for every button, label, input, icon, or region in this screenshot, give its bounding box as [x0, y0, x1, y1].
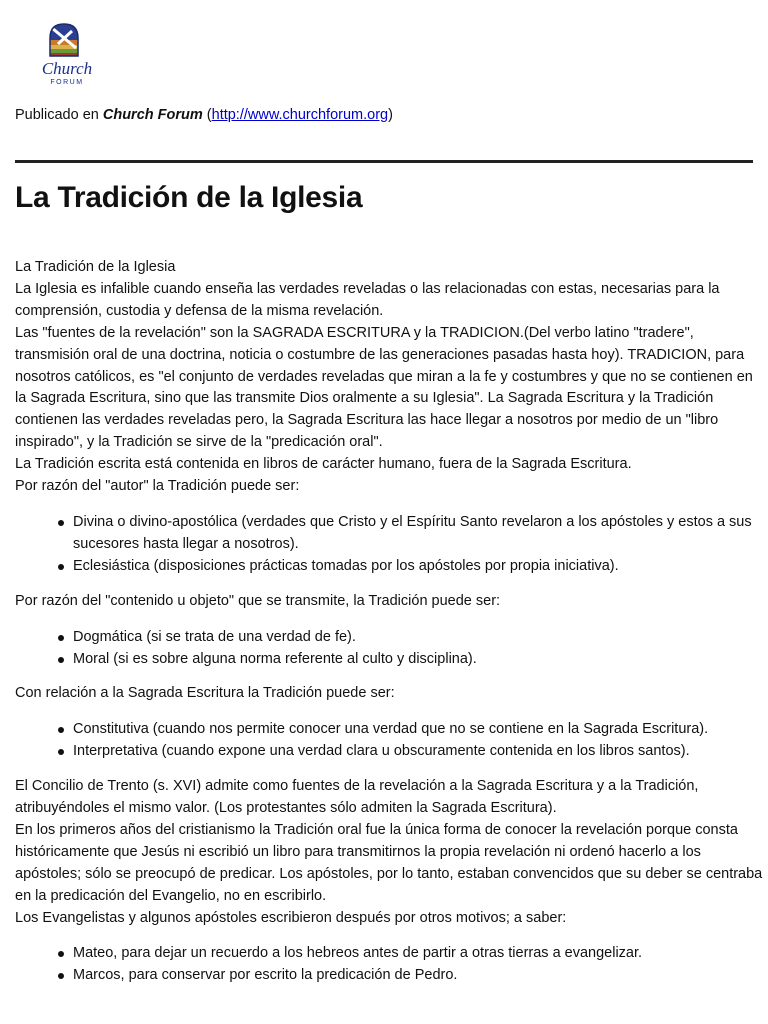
- paragraph: La Tradición escrita está contenida en libros de carácter humano, fuera de la Sagrada Escritura.: [15, 456, 632, 473]
- list-item: Dogmática (si se trata de una verdad de fe).: [73, 627, 768, 649]
- paragraph: La Iglesia es infalible cuando enseña las verdades reveladas o las relacionadas con estas, necesarias para la comprensión, custodia y defensa de la misma revelación.: [15, 280, 720, 319]
- paragraph: Las "fuentes de la revelación" son la SAGRADA ESCRITURA y la TRADICION.(Del verbo latino "tradere", transmisión oral de una doctrina, noticia o costumbre de las generaciones pasadas hasta hoy). TRADICION, para nosotros católicos, es "el conjunto de verdades reveladas que miran a la fe y costumbres y que no se contienen en la Sagrada Escritura, sino que las transmite Dios oralmente a su Iglesia". La Sagrada Escritura y la Tradición contienen las verdades reveladas pero, la Sagrada Escritura las hace llegar a nosotros por medio de un "libro inspirado", y la Tradición se sirve de la "predicación oral".: [15, 324, 753, 451]
- list-relacion: [15, 719, 768, 763]
- article-body: [15, 257, 768, 987]
- paragraph: Los Evangelistas y algunos apóstoles escribieron después por otros motivos; a saber:: [15, 909, 567, 926]
- paragraph: Por razón del "contenido u objeto" que se transmite, la Tradición puede ser:: [15, 592, 501, 609]
- church-forum-logo: [36, 20, 98, 90]
- site-name: Church Forum: [102, 107, 203, 123]
- list-evangelistas: [15, 943, 768, 987]
- logo-subtext: FORUM: [50, 79, 84, 86]
- paragraph: La Tradición de la Iglesia: [15, 259, 176, 275]
- list-item: Interpretativa (cuando expone una verdad clara u obscuramente contenida en los libros santos).: [73, 741, 768, 763]
- open-paren: (: [202, 107, 212, 123]
- list-item: Eclesiástica (disposiciones prácticas tomadas por los apóstoles por propia iniciativa).: [73, 556, 768, 578]
- list-item: Marcos, para conservar por escrito la predicación de Pedro.: [73, 965, 768, 987]
- paragraph: Con relación a la Sagrada Escritura la Tradición puede ser:: [15, 685, 395, 702]
- list-autor: [15, 512, 768, 578]
- header-divider: [15, 160, 753, 163]
- site-link[interactable]: http://www.churchforum.org: [211, 107, 389, 123]
- list-contenido: [15, 627, 768, 671]
- paragraph: En los primeros años del cristianismo la Tradición oral fue la única forma de conocer la revelación porque consta históricamente que Jesús ni escribió un libro para transmitirnos la propia revelación ni ordenó hacerlo a los apóstoles; sólo se preocupó de predicar. Los apóstoles, por lo tanto, estaban convencidos que su deber se centraba en la predicación del Evangelio, no en escribirlo.: [15, 821, 763, 904]
- church-forum-logo-icon: [36, 20, 98, 90]
- paragraph: Por razón del "autor" la Tradición puede ser:: [15, 478, 300, 495]
- list-item: Mateo, para dejar un recuerdo a los hebreos antes de partir a otras tierras a evangelizar.: [73, 943, 768, 965]
- published-in-line: [15, 106, 393, 124]
- list-item: Divina o divino-apostólica (verdades que Cristo y el Espíritu Santo revelaron a los apóstoles y estos a sus sucesores hasta llegar a nosotros).: [73, 512, 768, 556]
- close-paren: ): [388, 107, 393, 123]
- paragraph: El Concilio de Trento (s. XVI) admite como fuentes de la revelación a la Sagrada Escritura y a la Tradición, atribuyéndoles el mismo valor. (Los protestantes sólo admiten la Sagrada Escritura).: [15, 778, 699, 817]
- published-prefix: Publicado en: [15, 107, 103, 123]
- list-item: Moral (si es sobre alguna norma referente al culto y disciplina).: [73, 649, 768, 671]
- page-title: La Tradición de la Iglesia: [15, 181, 363, 214]
- logo-wordmark: Church: [41, 59, 93, 78]
- list-item: Constitutiva (cuando nos permite conocer una verdad que no se contiene en la Sagrada Escritura).: [73, 719, 768, 741]
